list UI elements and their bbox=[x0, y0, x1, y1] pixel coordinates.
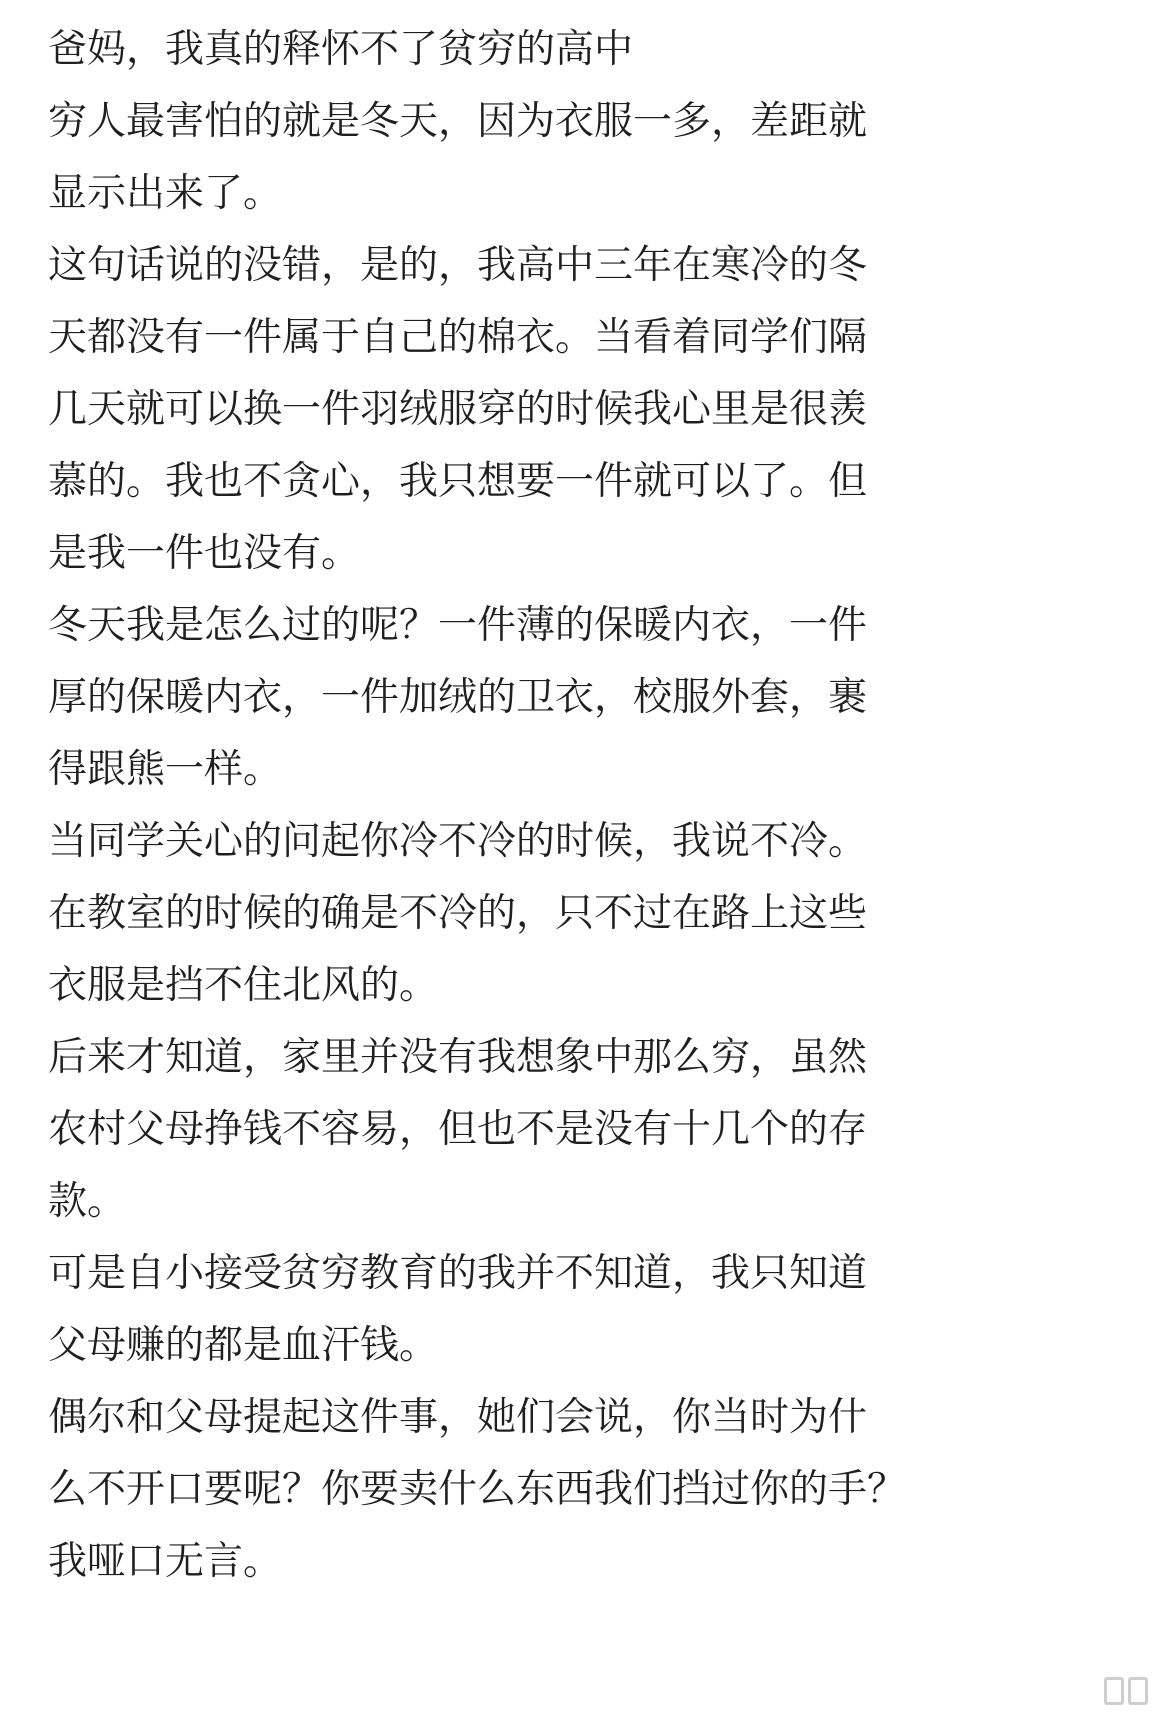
article-line-9: 冬天我是怎么过的呢？一件薄的保暖内衣，一件 bbox=[48, 603, 868, 648]
article-line-2: 穷人最害怕的就是冬天，因为衣服一多，差距就 bbox=[48, 99, 868, 144]
article-line-18: 可是自小接受贫穷教育的我并不知道，我只知道 bbox=[48, 1251, 868, 1296]
article-line-5: 天都没有一件属于自己的棉衣。当看着同学们隔 bbox=[48, 315, 868, 360]
article-line-6: 几天就可以换一件羽绒服穿的时候我心里是很羡 bbox=[48, 387, 868, 432]
article-line-16: 农村父母挣钱不容易，但也不是没有十几个的存 bbox=[48, 1107, 868, 1152]
article-line-20: 偶尔和父母提起这件事，她们会说，你当时为什 bbox=[48, 1395, 868, 1440]
article-line-22: 我哑口无言。 bbox=[48, 1539, 283, 1584]
article-line-19: 父母赚的都是血汗钱。 bbox=[48, 1323, 439, 1368]
article-line-15: 后来才知道，家里并没有我想象中那么穷，虽然 bbox=[48, 1035, 868, 1080]
article-line-3: 显示出来了。 bbox=[48, 171, 283, 216]
bracket-watermark-icon bbox=[1076, 1670, 1148, 1712]
article-line-7: 慕的。我也不贪心，我只想要一件就可以了。但 bbox=[48, 459, 868, 504]
article-line-12: 当同学关心的问起你冷不冷的时候，我说不冷。 bbox=[48, 819, 868, 864]
article-line-14: 衣服是挡不住北风的。 bbox=[48, 963, 439, 1008]
article-line-13: 在教室的时候的确是不冷的，只不过在路上这些 bbox=[48, 891, 868, 936]
article-line-10: 厚的保暖内衣，一件加绒的卫衣，校服外套，裹 bbox=[48, 675, 868, 720]
watermark-right-bracket-icon bbox=[1128, 1677, 1148, 1705]
article-line-8: 是我一件也没有。 bbox=[48, 531, 361, 576]
article-line-1: 爸妈，我真的释怀不了贫穷的高中 bbox=[48, 27, 634, 72]
article-line-4: 这句话说的没错，是的，我高中三年在寒冷的冬 bbox=[48, 243, 868, 288]
article-line-21: 么不开口要呢？你要卖什么东西我们挡过你的手？ bbox=[48, 1467, 907, 1512]
article-line-11: 得跟熊一样。 bbox=[48, 747, 283, 792]
article-line-17: 款。 bbox=[48, 1179, 127, 1224]
article-text bbox=[48, 14, 1128, 1598]
watermark-left-bracket-icon bbox=[1104, 1677, 1124, 1705]
